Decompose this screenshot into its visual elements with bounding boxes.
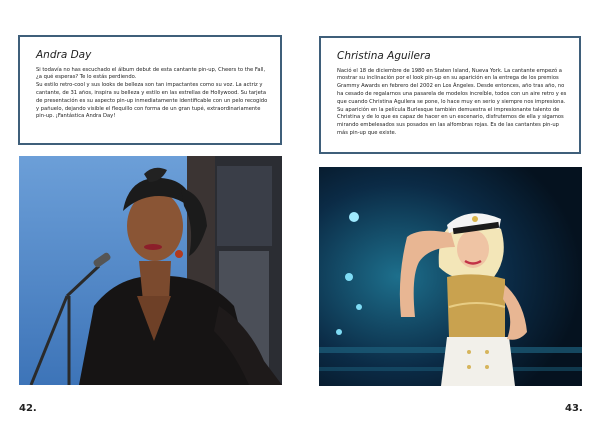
bio-title: Andra Day [36, 49, 92, 61]
andra-day-photo [19, 156, 282, 385]
bio-paragraph: Si todavía no has escuchado el álbum debut de esta cantante pin-up, Cheers to the Fall, ¿a qué esperas? Te lo estás perdiendo. [36, 66, 266, 81]
christina-aguilera-photo [319, 167, 582, 386]
bio-title: Christina Aguilera [337, 50, 431, 62]
bio-text [36, 67, 270, 122]
bio-box-andra-day [18, 35, 282, 145]
bio-box-christina-aguilera [319, 36, 581, 154]
right-page [300, 0, 600, 424]
page-number: 43. [565, 403, 583, 414]
bio-paragraph: Su aparición en la película Burlesque también demuestra el impresionante talento de Christina y de lo que es capaz de hacer en un escenario, disfrutemos de ella y sigamos mirando embelesados sus posados en las alfombras rojas. Es de las cantantes pin-up más pin-up que existe. [337, 106, 564, 136]
bio-paragraph: Nació el 18 de diciembre de 1980 en Staten Island, Nueva York. La cantante empezó a mostrar su inclinación por el look pin-up en su aparición en la entrega de los premios Grammy Awards en febrero del 2002 en Los Ángeles. Desde entonces, año tras año, no ha cesado de regalarnos una pasarela de modelos increíble, todos con un aire retro y es que cuando Christina Aguilera se pone, lo hace muy en serio y siempre nos impresiona. [337, 67, 567, 105]
bio-text [337, 68, 569, 138]
bio-paragraph: Su estilo retro-cool y sus looks de belleza son tan impactantes como su voz. La actriz y cantante, de 31 años, inspira su belleza y estilo en las estrellas de Hollywood. Su tarjeta de presentación es su aspecto pin-up inmediatamente identificable con un pelo recogido y pañuelo, dejando visible el flequillo con forma de un gran tupé, extraordinariamente pin-up. ¡Fantástica Andra Day! [36, 82, 268, 120]
page-number: 42. [19, 403, 37, 414]
